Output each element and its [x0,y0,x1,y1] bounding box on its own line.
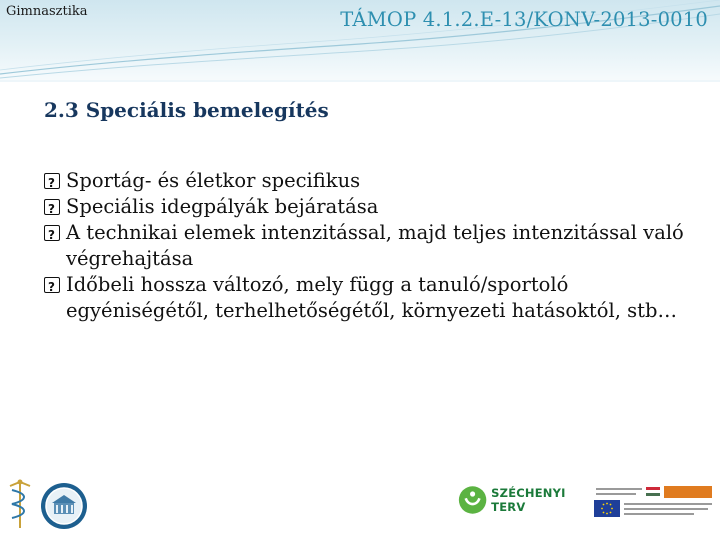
bullet-item [44,272,684,324]
eu-text-line [624,513,694,515]
szechenyi-leaf-icon [458,483,487,517]
university-seal-icon [40,482,88,530]
eu-text-line [596,488,642,490]
bullet-text: Sportág- és életkor specifikus [66,169,361,192]
bullet-list [44,168,684,324]
bullet-text: Speciális idegpályák bejáratása [66,195,379,218]
orange-badge [664,486,712,498]
bullet-text: A technikai elemek intenzitással, majd teljes intenzitással való végrehajtása [66,221,684,270]
bullet-item [44,220,684,272]
bullet-icon [44,173,60,189]
szechenyi-logo [458,478,588,522]
course-name: Gimnasztika [6,4,88,19]
hungary-flag-icon [646,487,660,496]
eu-text-line [624,503,712,505]
bullet-icon [44,277,60,293]
project-code: TÁMOP 4.1.2.E-13/KONV-2013-0010 [340,8,708,31]
bullet-icon [44,225,60,241]
eu-text-line [624,508,708,510]
szechenyi-label: SZÉCHENYI TERV [491,486,566,514]
bullet-text: Időbeli hossza változó, mely függ a tanuló/sportoló egyéniségétől, terhelhetőségétől, környezeti hatásoktól, stb… [66,273,677,322]
section-title: 2.3 Speciális bemelegítés [44,98,329,122]
eu-flag-icon [594,500,620,517]
bullet-icon [44,199,60,215]
bullet-item [44,168,684,194]
caduceus-logo-icon [4,478,36,530]
bullet-item [44,194,684,220]
eu-text-line [596,493,636,495]
